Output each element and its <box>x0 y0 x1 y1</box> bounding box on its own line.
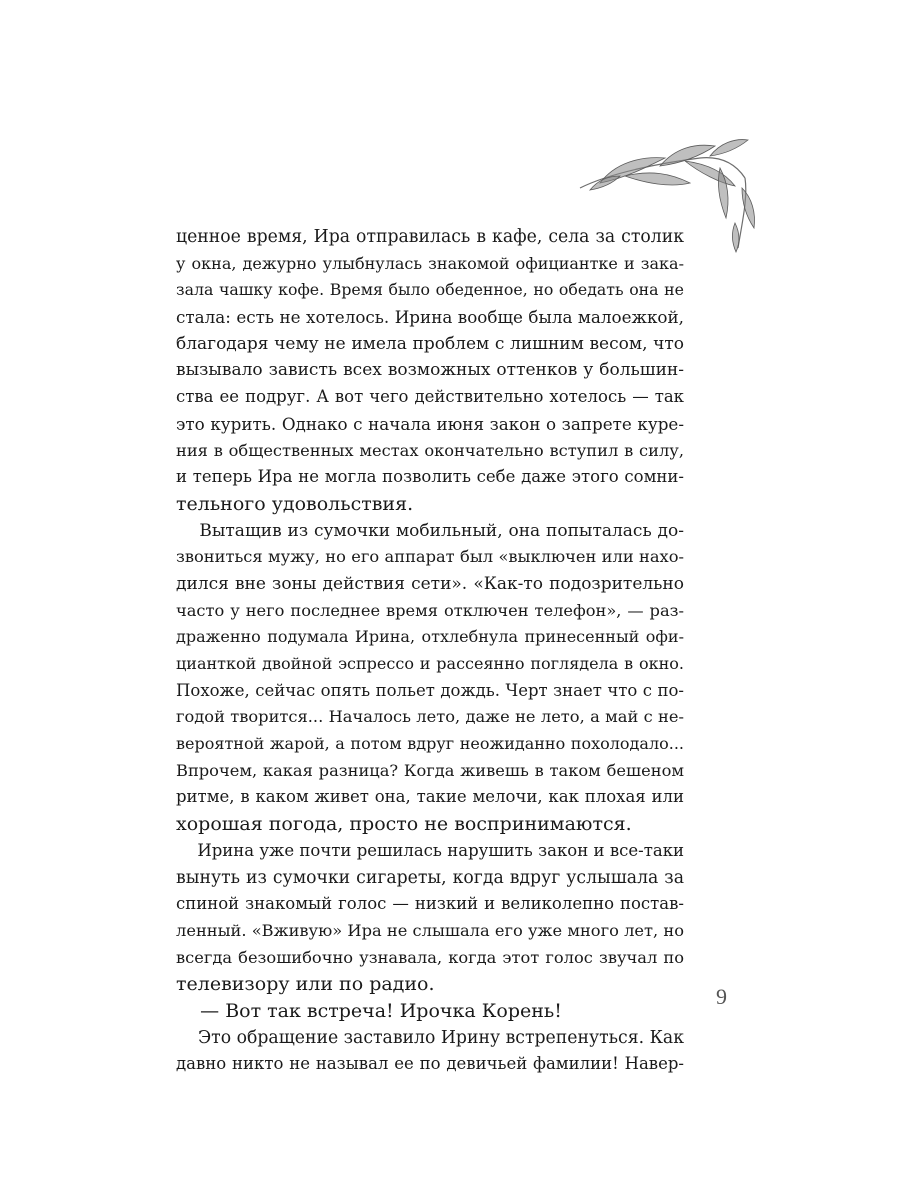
text-line: хорошая погода, просто не воспринимаются. <box>176 813 632 836</box>
text-line: Впрочем, какая разница? Когда живешь в таком бешеном <box>176 760 684 780</box>
text-line: ния в общественных местах окончательно вступил в силу, <box>176 440 684 460</box>
text-line: годой творится... Началось лето, даже не лето, а май с не- <box>176 707 684 727</box>
text-line: и теперь Ира не могла позволить себе даже этого сомни- <box>176 467 684 487</box>
text-line: ленный. «Вживую» Ира не слышала его уже много лет, но <box>176 920 684 940</box>
body-text <box>176 224 684 1078</box>
text-line: дился вне зоны действия сети». «Как-то подозрительно <box>176 573 684 594</box>
text-line: вызывало зависть всех возможных оттенков у большин- <box>176 360 684 381</box>
text-line: Это обращение заставило Ирину встрепенуться. Как <box>176 1027 684 1048</box>
text-line: у окна, дежурно улыбнулась знакомой официантке и зака- <box>176 253 684 273</box>
text-line: зала чашку кофе. Время было обеденное, но обедать она не <box>176 280 684 300</box>
text-line: тельного удовольствия. <box>176 492 414 515</box>
text-line: ритме, в каком живет она, такие мелочи, как плохая или <box>176 787 684 807</box>
page-number: 9 <box>716 984 727 1009</box>
text-line: ценное время, Ира отправилась в кафе, села за столик <box>176 227 684 247</box>
text-line: ства ее подруг. А вот чего действительно хотелось — так <box>176 387 684 407</box>
text-line: вероятной жарой, а потом вдруг неожиданно похолодало... <box>176 734 684 754</box>
text-line: цианткой двойной эспрессо и рассеянно поглядела в окно. <box>176 654 684 673</box>
text-line: давно никто не называл ее по девичьей фамилии! Навер- <box>176 1054 684 1074</box>
text-line: звониться мужу, но его аппарат был «выключен или нахо- <box>176 547 684 567</box>
text-line: спиной знакомый голос — низкий и великолепно постав- <box>176 894 684 914</box>
text-line: вынуть из сумочки сигареты, когда вдруг услышала за <box>176 867 684 888</box>
text-line: драженно подумала Ирина, отхлебнула принесенный офи- <box>176 627 684 647</box>
text-line: Вытащив из сумочки мобильный, она попыталась до- <box>176 520 684 541</box>
text-line: всегда безошибочно узнавала, когда этот голос звучал по <box>176 947 684 967</box>
text-line: благодаря чему не имела проблем с лишним весом, что <box>176 333 684 354</box>
text-line: это курить. Однако с начала июня закон о запрете куре- <box>176 413 684 434</box>
text-line: стала: есть не хотелось. Ирина вообще была малоежкой, <box>176 307 684 328</box>
text-line: часто у него последнее время отключен телефон», — раз- <box>176 600 684 620</box>
text-line: Похоже, сейчас опять польет дождь. Черт знает что с по- <box>176 680 684 700</box>
text-line: телевизору или по радио. <box>176 973 435 996</box>
text-line: Ирина уже почти решилась нарушить закон и все-таки <box>176 840 684 860</box>
text-line: — Вот так встреча! Ирочка Корень! <box>176 999 562 1022</box>
